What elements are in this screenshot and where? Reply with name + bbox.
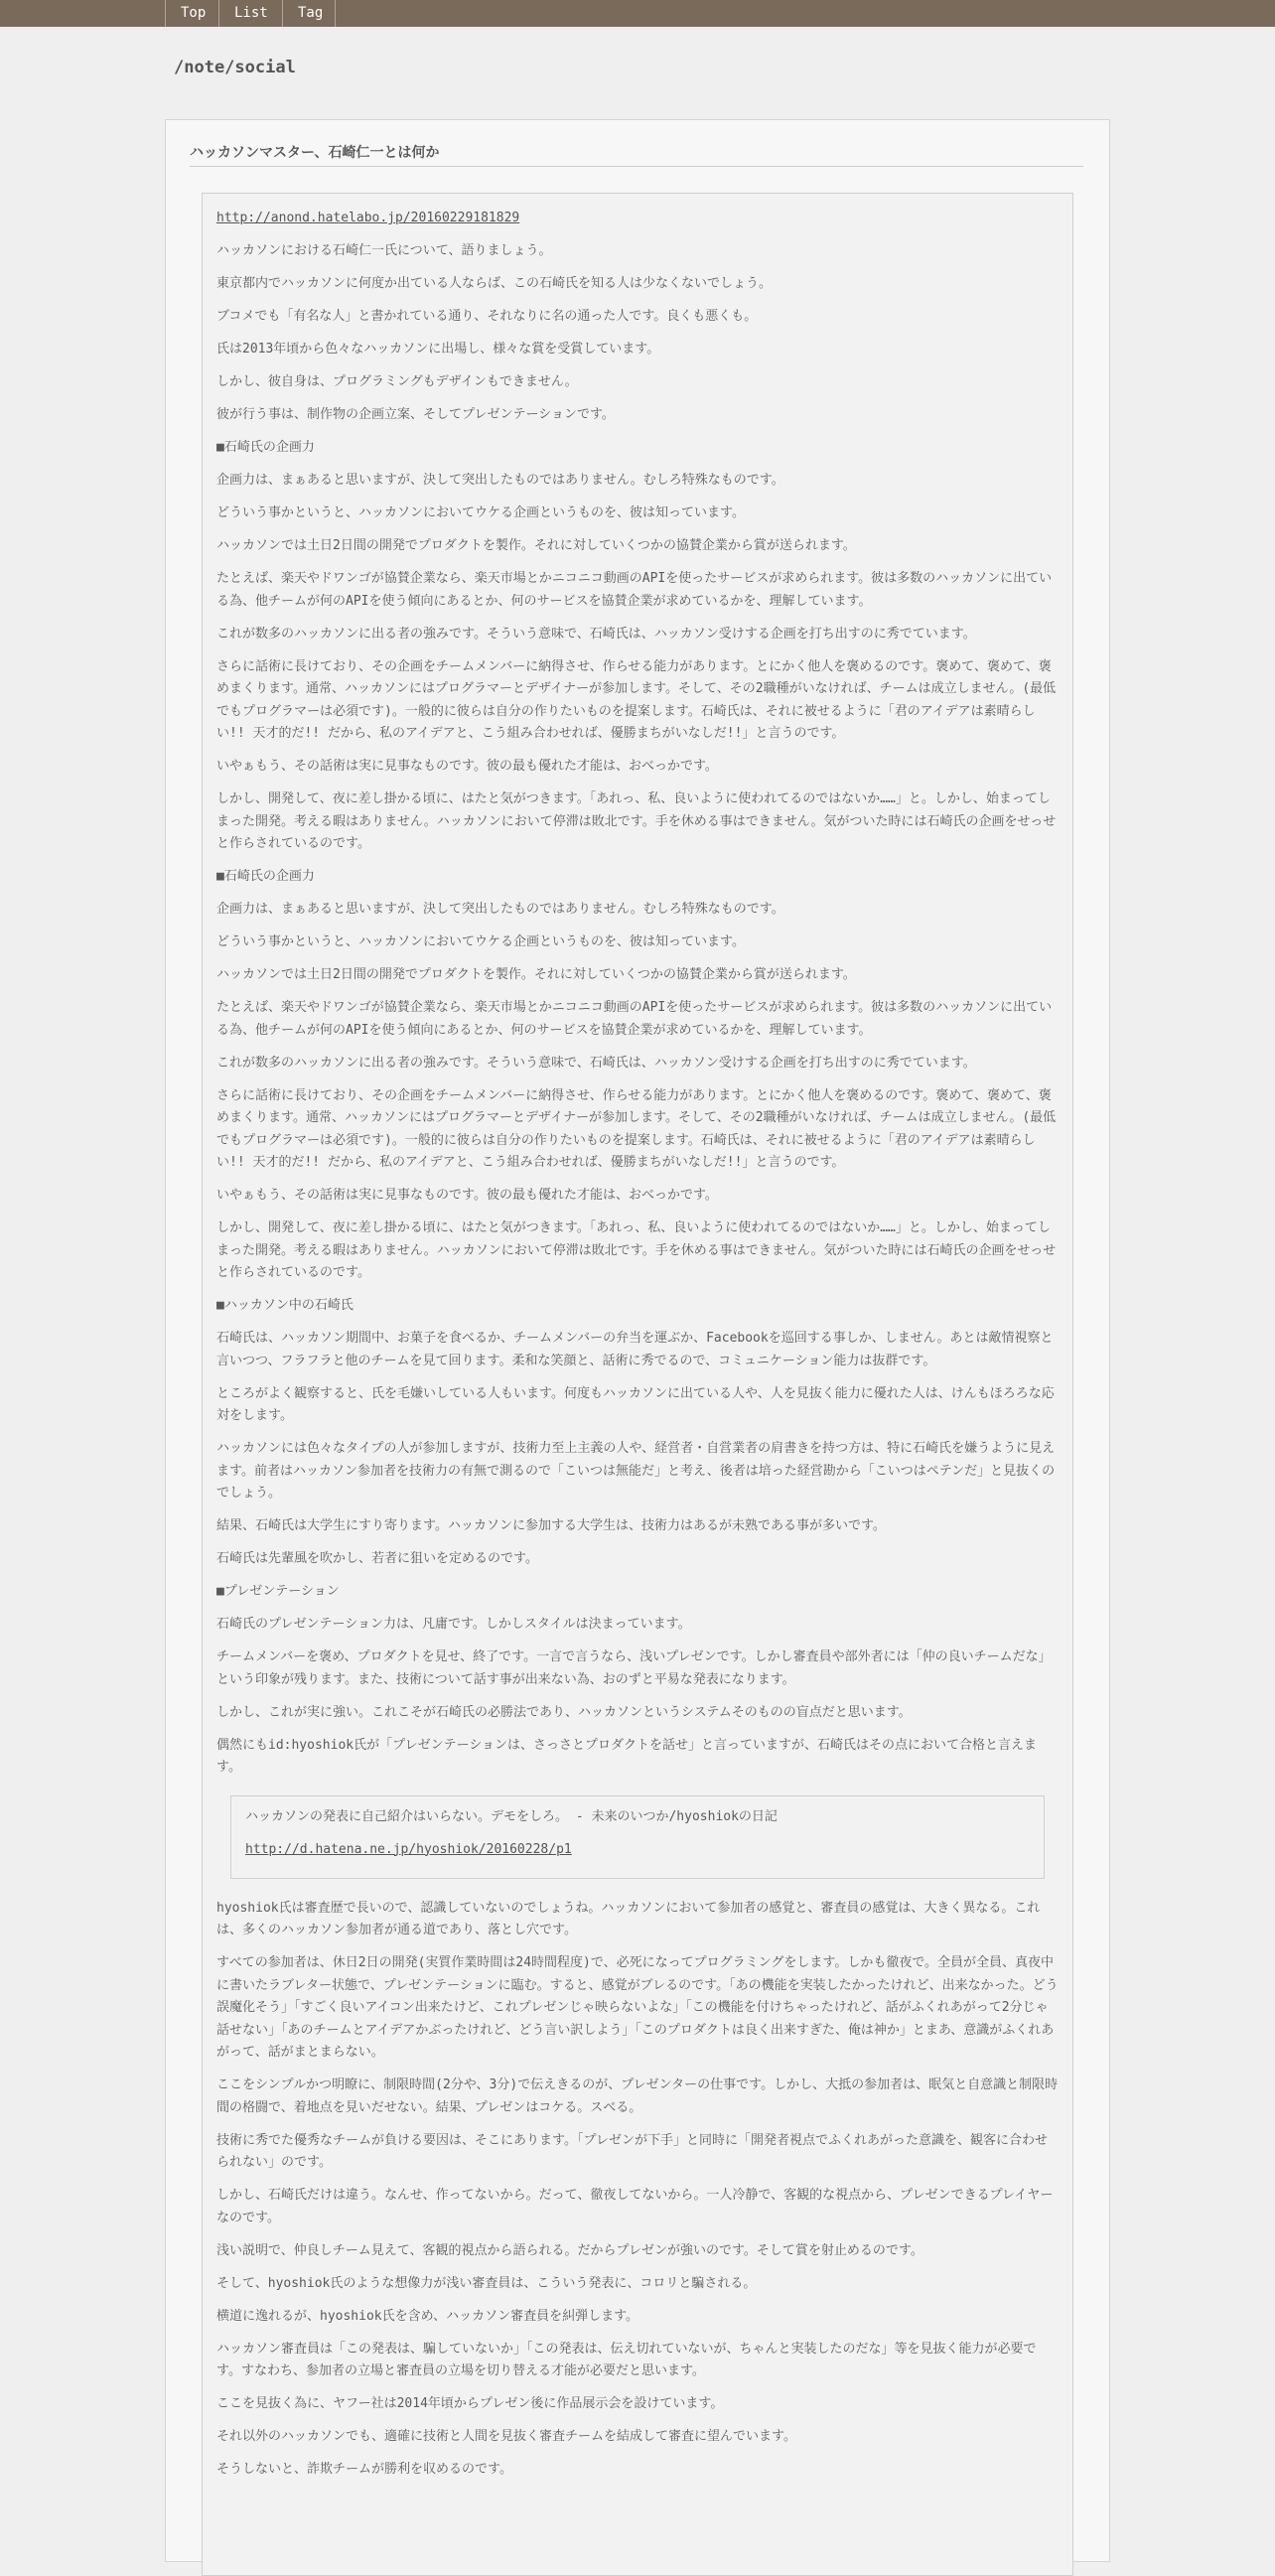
paragraph: ■石崎氏の企画力 xyxy=(216,869,315,884)
paragraph: 石崎氏は、ハッカソン期間中、お菓子を食べるか、チームメンバーの弁当を運ぶか、Facebookを巡回する事しか、しません。あとは敵情視察と言いつつ、フラフラと他のチームを見て回ります。柔和な笑顔と、話術に秀でるので、コミュニケーション能力は抜群です。 xyxy=(216,1331,1054,1368)
paragraph: 偶然にもid:hyoshiok氏が「プレゼンテーションは、さっさとプロダクトを話せ」と言っていますが、石崎氏はその点において合格と言えます。 xyxy=(216,1737,1038,1775)
site-title[interactable]: /note/social xyxy=(174,58,296,77)
paragraph: どういう事かというと、ハッカソンにおいてウケる企画というものを、彼は知っています。 xyxy=(216,505,745,520)
paragraph: 浅い説明で、仲良しチーム見えて、客観的視点から語られる。だからプレゼンが強いのです。そして賞を射止めるのです。 xyxy=(216,2242,923,2258)
quote-link[interactable]: http://d.hatena.ne.jp/hyoshiok/20160228/p1 xyxy=(245,1841,572,1857)
paragraph: しかし、これが実に強い。これこそが石崎氏の必勝法であり、ハッカソンというシステムそのものの盲点だと思います。 xyxy=(216,1704,912,1720)
paragraph: いやぁもう、その話術は実に見事なものです。彼の最も優れた才能は、おべっかです。 xyxy=(216,1188,718,1203)
paragraph: 東京都内でハッカソンに何度か出ている人ならば、この石崎氏を知る人は少なくないでしょう。 xyxy=(216,276,773,291)
nav-list-link[interactable]: List xyxy=(218,0,282,27)
paragraph: さらに話術に長けており、その企画をチームメンバーに納得させ、作らせる能力があります。とにかく他人を褒めるのです。褒めて、褒めて、褒めまくります。通常、ハッカソンにはプログラマーとデザイナーが参加します。そして、その2職種がいなければ、チームは成立しません。(最低でもプログラマーは必須です)。一般的に彼らは自分の作りたいものを提案します。石崎氏は、それに被せるように「君のアイデアは素晴らしい!! 天才的だ!! だから、私のアイデアと、こう組み合わせれば、優勝まちがいなしだ!!」と言うのです。 xyxy=(216,658,1057,741)
paragraph: それ以外のハッカソンでも、適確に技術と人間を見抜く審査チームを結成して審査に望んでいます。 xyxy=(216,2429,796,2444)
paragraph: ハッカソン審査員は「この発表は、騙していないか」「この発表は、伝え切れていないが、ちゃんと実装したのだな」等を見抜く能力が必要です。すなわち、参加者の立場と審査員の立場を切り替える才能が必要だと思います。 xyxy=(216,2341,1037,2378)
paragraph: これが数多のハッカソンに出る者の強みです。そういう意味で、石崎氏は、ハッカソン受けする企画を打ち出すのに秀でています。 xyxy=(216,626,976,642)
paragraph: 彼が行う事は、制作物の企画立案、そしてプレゼンテーションです。 xyxy=(216,407,615,422)
paragraph: しかし、開発して、夜に差し掛かる頃に、はたと気がつきます。「あれっ、私、良いように使われてるのではないか……」と。しかし、始まってしまった開発。考える暇はありません。ハッカソンにおいて停滞は敗北です。手を休める事はできません。気がついた時には石崎氏の企画をせっせと作らされているのです。 xyxy=(216,791,1057,851)
top-navigation xyxy=(0,0,1275,27)
paragraph: さらに話術に長けており、その企画をチームメンバーに納得させ、作らせる能力があります。とにかく他人を褒めるのです。褒めて、褒めて、褒めまくります。通常、ハッカソンにはプログラマーとデザイナーが参加します。そして、その2職種がいなければ、チームは成立しません。(最低でもプログラマーは必須です)。一般的に彼らは自分の作りたいものを提案します。石崎氏は、それに被せるように「君のアイデアは素晴らしい!! 天才的だ!! だから、私のアイデアと、こう組み合わせれば、優勝まちがいなしだ!!」と言うのです。 xyxy=(216,1087,1057,1170)
paragraph: チームメンバーを褒め、プロダクトを見せ、終了です。一言で言うなら、浅いプレゼンです。しかし審査員や部外者には「仲の良いチームだな」という印象が残ります。また、技術について話す事が出来ない為、おのずと平易な発表になります。 xyxy=(216,1649,1052,1687)
paragraph: たとえば、楽天やドワンゴが協賛企業なら、楽天市場とかニコニコ動画のAPIを使ったサービスが求められます。彼は多数のハッカソンに出ている為、他チームが何のAPIを使う傾向にあるとか、何のサービスを協賛企業が求めているかを、理解しています。 xyxy=(216,1000,1053,1038)
paragraph: ■石崎氏の企画力 xyxy=(216,440,315,455)
paragraphs-before-quote xyxy=(216,240,1059,1780)
quote-title: ハッカソンの発表に自己紹介はいらない。デモをしろ。 - 未来のいつか/hyoshiokの日記 xyxy=(245,1808,778,1824)
paragraph: 技術に秀でた優秀なチームが負ける要因は、そこにあります。「プレゼンが下手」と同時に「開発者視点でふくれあがった意識を、観客に合わせられない」のです。 xyxy=(216,2132,1048,2170)
paragraph: 氏は2013年頃から色々なハッカソンに出場し、様々な賞を受賞しています。 xyxy=(216,342,660,357)
paragraph: ■ハッカソン中の石崎氏 xyxy=(216,1298,354,1313)
quote-block xyxy=(230,1795,1045,1879)
nav-tag-link[interactable]: Tag xyxy=(282,0,336,27)
paragraph: ここをシンプルかつ明瞭に、制限時間(2分や、3分)で伝えきるのが、プレゼンターの仕事です。しかし、大抵の参加者は、眠気と自意識と制限時間の格闘で、着地点を見いだせない。結果、プレゼンはコケる。スベる。 xyxy=(216,2077,1059,2115)
source-link[interactable]: http://anond.hatelabo.jp/20160229181829 xyxy=(216,211,520,225)
paragraph: ところがよく観察すると、氏を毛嫌いしている人もいます。何度もハッカソンに出ている人や、人を見抜く能力に優れた人は、けんもほろろな応対をします。 xyxy=(216,1385,1055,1423)
paragraph: しかし、石崎氏だけは違う。なんせ、作ってないから。だって、徹夜してないから。一人冷静で、客観的な視点から、プレゼンできるプレイヤーなのです。 xyxy=(216,2188,1054,2225)
paragraph: ハッカソンにおける石崎仁一氏について、語りましょう。 xyxy=(216,243,552,258)
paragraph: 企画力は、まぁあると思いますが、決して突出したものではありません。むしろ特殊なものです。 xyxy=(216,473,784,488)
paragraph: しかし、彼自身は、プログラミングもデザインもできません。 xyxy=(216,374,578,389)
nav-top-link[interactable]: Top xyxy=(165,0,218,27)
paragraph: 横道に逸れるが、hyoshiok氏を含め、ハッカソン審査員を糾弾します。 xyxy=(216,2308,639,2324)
entry-wrapper xyxy=(165,119,1110,2562)
paragraph: これが数多のハッカソンに出る者の強みです。そういう意味で、石崎氏は、ハッカソン受けする企画を打ち出すのに秀でています。 xyxy=(216,1055,976,1071)
paragraph: ここを見抜く為に、ヤフー社は2014年頃からプレゼン後に作品展示会を設けています。 xyxy=(216,2396,724,2411)
entry-content xyxy=(202,193,1073,2576)
paragraph: ブコメでも「有名な人」と書かれている通り、それなりに名の通った人です。良くも悪くも。 xyxy=(216,309,758,324)
paragraph: どういう事かというと、ハッカソンにおいてウケる企画というものを、彼は知っています。 xyxy=(216,934,745,949)
paragraph: そうしないと、詐欺チームが勝利を収めるのです。 xyxy=(216,2462,512,2477)
paragraph: 石崎氏は先輩風を吹かし、若者に狙いを定めるのです。 xyxy=(216,1551,538,1566)
paragraph: hyoshiok氏は審査歴で長いので、認識していないのでしょうね。ハッカソンにおいて参加者の感覚と、審査員の感覚は、大きく異なる。これは、多くのハッカソン参加者が通る道であり、落とし穴です。 xyxy=(216,1900,1041,1937)
paragraphs-after-quote xyxy=(216,1898,1059,2482)
entry-title[interactable]: ハッカソンマスター、石崎仁一とは何か xyxy=(190,142,1083,167)
paragraph: ハッカソンでは土日2日間の開発でプロダクトを製作。それに対していくつかの協賛企業から賞が送られます。 xyxy=(216,538,856,553)
paragraph: いやぁもう、その話術は実に見事なものです。彼の最も優れた才能は、おべっかです。 xyxy=(216,759,718,774)
paragraph: 石崎氏のプレゼンテーション力は、凡庸です。しかしスタイルは決まっています。 xyxy=(216,1617,691,1632)
paragraph: ハッカソンには色々なタイプの人が参加しますが、技術力至上主義の人や、経営者・自営業者の肩書きを持つ方は、特に石崎氏を嫌うように見えます。前者はハッカソン参加者を技術力の有無で測るので「こいつは無能だ」と考え、後者は培った経営勘から「こいつはペテンだ」と見抜くのでしょう。 xyxy=(216,1441,1056,1501)
paragraph: しかし、開発して、夜に差し掛かる頃に、はたと気がつきます。「あれっ、私、良いように使われてるのではないか……」と。しかし、始まってしまった開発。考える暇はありません。ハッカソンにおいて停滞は敗北です。手を休める事はできません。気がついた時には石崎氏の企画をせっせと作らされているのです。 xyxy=(216,1220,1057,1280)
paragraph: ■プレゼンテーション xyxy=(216,1584,340,1599)
paragraph: 企画力は、まぁあると思いますが、決して突出したものではありません。むしろ特殊なものです。 xyxy=(216,902,784,917)
paragraph: ハッカソンでは土日2日間の開発でプロダクトを製作。それに対していくつかの協賛企業から賞が送られます。 xyxy=(216,967,856,982)
paragraph: すべての参加者は、休日2日の開発(実質作業時間は24時間程度)で、必死になってプログラミングをします。しかも徹夜で。全員が全員、真夜中に書いたラブレター状態で、プレゼンテーションに臨む。すると、感覚がブレるのです。「あの機能を実装したかったけれど、出来なかった。どう誤魔化そう」「すごく良いアイコン出来たけど、これプレゼンじゃ映らないよな」「この機能を付けちゃったけれど、話がふくれあがって2分じゃ話せない」「あのチームとアイデアかぶったけれど、どう言い訳しよう」「このプロダクトは良く出来すぎた、俺は神か」とまあ、意識がふくれあがって、話がまとまらない。 xyxy=(216,1955,1059,2060)
paragraph: たとえば、楽天やドワンゴが協賛企業なら、楽天市場とかニコニコ動画のAPIを使ったサービスが求められます。彼は多数のハッカソンに出ている為、他チームが何のAPIを使う傾向にあるとか、何のサービスを協賛企業が求めているかを、理解しています。 xyxy=(216,571,1053,609)
paragraph: 結果、石崎氏は大学生にすり寄ります。ハッカソンに参加する大学生は、技術力はあるが未熟である事が多いです。 xyxy=(216,1518,886,1533)
paragraph: そして、hyoshiok氏のような想像力が浅い審査員は、こういう発表に、コロリと騙される。 xyxy=(216,2275,757,2291)
